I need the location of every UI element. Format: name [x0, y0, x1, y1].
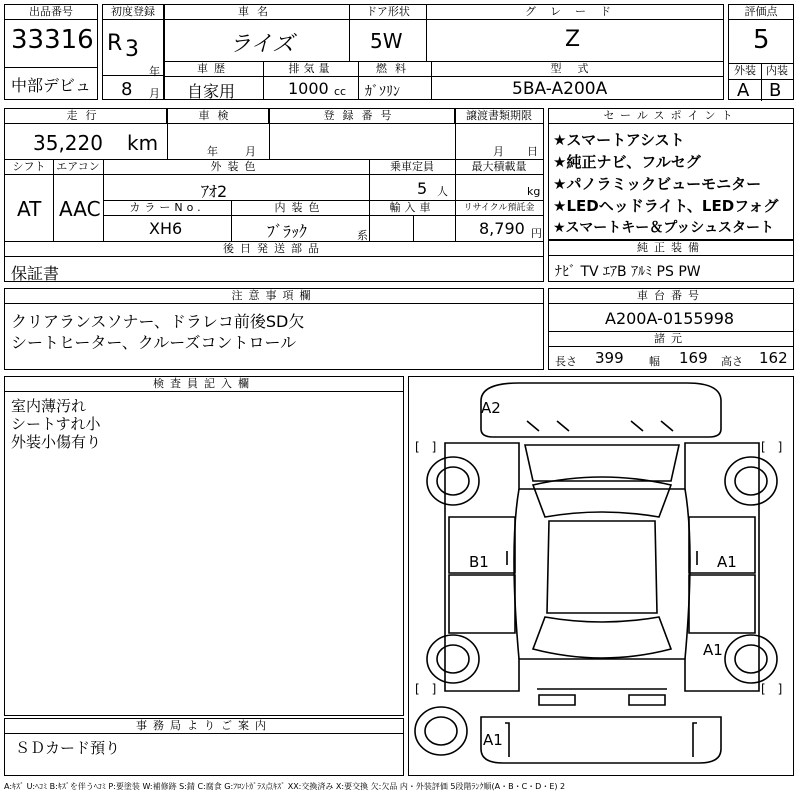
int-grade: B: [769, 80, 782, 101]
sales-point-4: ★LEDヘッドライト、LEDフォグ: [553, 197, 779, 215]
car-name-label: 車名: [165, 5, 349, 20]
inspector-label: 検査員記入欄: [5, 377, 403, 392]
height: 162: [759, 349, 788, 367]
capacity-label: 乗車定員: [369, 160, 455, 175]
chassis-label: 車台番号: [549, 289, 793, 304]
mileage-unit: km: [127, 131, 159, 155]
fuel-cell: [358, 61, 432, 100]
height-label: 高さ: [721, 355, 743, 368]
notes-label: 注意事項欄: [5, 289, 543, 304]
width-label: 幅: [649, 355, 660, 368]
recycle-unit: 円: [531, 227, 542, 240]
interior-color: ﾌﾞﾗｯｸ: [267, 222, 308, 241]
note-line-2: シートヒーター、クルーズコントロール: [11, 333, 297, 352]
grade-cell: [426, 4, 724, 62]
interior-color-unit: 系: [357, 229, 368, 242]
import-label: 輸入車: [369, 201, 455, 216]
inspector-line-1: 室内薄汚れ: [11, 397, 87, 415]
mileage-label: 走行: [5, 109, 167, 124]
fuel: ｶﾞｿﾘﾝ: [365, 84, 400, 100]
recycle: 8,790: [479, 219, 525, 238]
color: ｱｵ2: [201, 182, 228, 201]
notes-box: [4, 288, 544, 370]
car-damage-diagram: [408, 376, 794, 776]
door-shape: 5W: [370, 29, 403, 53]
shift: AT: [17, 197, 42, 221]
equipment-label: 純正装備: [549, 241, 793, 256]
mark-left-rear-door: B1: [469, 553, 489, 571]
color-label: 外装色: [103, 160, 369, 175]
displacement-cell: [263, 61, 359, 100]
ac: AAC: [59, 197, 101, 221]
capacity: 5: [417, 179, 428, 198]
ext-label: 外装: [734, 64, 756, 77]
inspector-line-3: 外装小傷有り: [11, 433, 102, 451]
debut-label: 中部デビュ: [11, 76, 92, 95]
width: 169: [679, 349, 708, 367]
displacement-unit: cc: [334, 85, 347, 98]
load-label: 最大積載量: [455, 160, 543, 175]
displacement: 1000: [288, 79, 329, 98]
grade-label: グレード: [427, 5, 723, 20]
fuel-label: 燃料: [359, 62, 431, 77]
spec-label: 諸元: [549, 332, 793, 347]
ext-grade: A: [737, 80, 750, 101]
reg-month: 8: [121, 79, 133, 100]
inspection-year-unit: 年: [207, 145, 218, 158]
chassis-number: A200A-0155998: [605, 309, 735, 328]
office-box: [4, 718, 404, 776]
history: 自家用: [187, 82, 236, 100]
color-no: XH6: [149, 219, 183, 238]
int-label: 内装: [766, 64, 788, 77]
mark-rear-bumper: A1: [483, 731, 503, 749]
car-name-cell: [164, 4, 350, 62]
note-line-1: クリアランスソナー、ドラレコ前後SD欠: [11, 312, 305, 331]
sales-points-label: セールスポイント: [549, 109, 793, 124]
chassis-box: [548, 288, 794, 370]
legend: A:ｷｽﾞ U:ﾍｺﾐ B:ｷｽﾞを伴うﾍｺﾐ P:要塗装 W:補修跡 S:錆 C:腐食 G:ﾌﾛﾝﾄｶﾞﾗｽ点ｷｽﾞ XX:交換済み X:要交換 欠:欠品 内・外装評価 5段階ﾗﾝｸ順(A・B・C・D・E) 2: [4, 782, 566, 791]
bracket-right-top: [ ]: [761, 440, 783, 454]
length: 399: [595, 349, 624, 367]
office-note: ＳＤカード預り: [15, 739, 121, 757]
bracket-right-bottom: [ ]: [761, 682, 783, 696]
vehicle-info-block: [4, 108, 544, 282]
recycle-label: リサイクル預託金: [455, 201, 543, 216]
door-label: ドア形状: [350, 5, 426, 20]
model: 5BA-A200A: [512, 79, 608, 99]
lot-number: 33316: [11, 25, 94, 55]
first-registration-label: 初度登録: [103, 5, 163, 20]
sales-point-1: ★スマートアシスト: [553, 131, 685, 149]
inspection-label: 車検: [167, 109, 269, 124]
month-unit: 月: [149, 87, 160, 100]
office-label: 事務局よりご案内: [5, 719, 403, 734]
transfer-label: 譲渡書類期限: [455, 109, 543, 124]
history-cell: [164, 61, 264, 100]
mark-right-rear-door: A1: [717, 553, 737, 571]
sales-point-2: ★純正ナビ、フルセグ: [553, 153, 701, 171]
bracket-left-top: [ ]: [415, 440, 437, 454]
lot-number-label: 出品番号: [5, 5, 97, 20]
model-label: 型式: [432, 62, 723, 77]
later-parts: 保証書: [11, 264, 60, 283]
car-name: ライズ: [229, 32, 295, 57]
bracket-left-bottom: [ ]: [415, 682, 437, 696]
score-box: [728, 4, 794, 100]
era: R: [107, 31, 123, 56]
car-outline: [409, 377, 793, 775]
length-label: 長さ: [555, 355, 577, 368]
first-registration-box: [102, 4, 164, 100]
capacity-unit: 人: [437, 185, 448, 198]
inspector-line-2: シートすれ小: [11, 415, 101, 433]
inspection-month-unit: 月: [245, 145, 256, 158]
lot-number-box: [4, 4, 98, 100]
equipment-box: [548, 240, 794, 282]
color-no-label: カラーNo.: [103, 201, 231, 216]
ac-label: エアコン: [53, 160, 103, 175]
load-unit: kg: [527, 185, 541, 198]
door-cell: [349, 4, 427, 62]
transfer-day-unit: 日: [527, 145, 538, 158]
interior-color-label: 内装色: [231, 201, 369, 216]
mileage: 35,220: [33, 131, 103, 155]
mark-front-bumper: A2: [481, 399, 501, 417]
inspector-box: [4, 376, 404, 716]
sales-point-3: ★パノラミックビューモニター: [553, 175, 762, 193]
mark-right-rear-fender: A1: [703, 641, 723, 659]
equipment: ﾅﾋﾞ TV ｴｱB ｱﾙﾐ PS PW: [555, 264, 701, 280]
transfer-month-unit: 月: [493, 145, 504, 158]
sales-point-5: ★スマートキー＆プッシュスタート: [553, 220, 775, 236]
year-unit: 年: [149, 65, 160, 78]
later-parts-label: 後日発送部品: [5, 242, 543, 257]
history-label: 車歴: [165, 62, 263, 77]
grade: Z: [565, 27, 581, 52]
sales-points-box: [548, 108, 794, 240]
displacement-label: 排気量: [264, 62, 358, 77]
score-label: 評価点: [729, 5, 793, 20]
reg-year: 3: [125, 37, 139, 62]
score: 5: [753, 25, 770, 55]
reg-no-label: 登録番号: [269, 109, 455, 124]
shift-label: シフト: [5, 160, 53, 175]
model-cell: [431, 61, 724, 100]
